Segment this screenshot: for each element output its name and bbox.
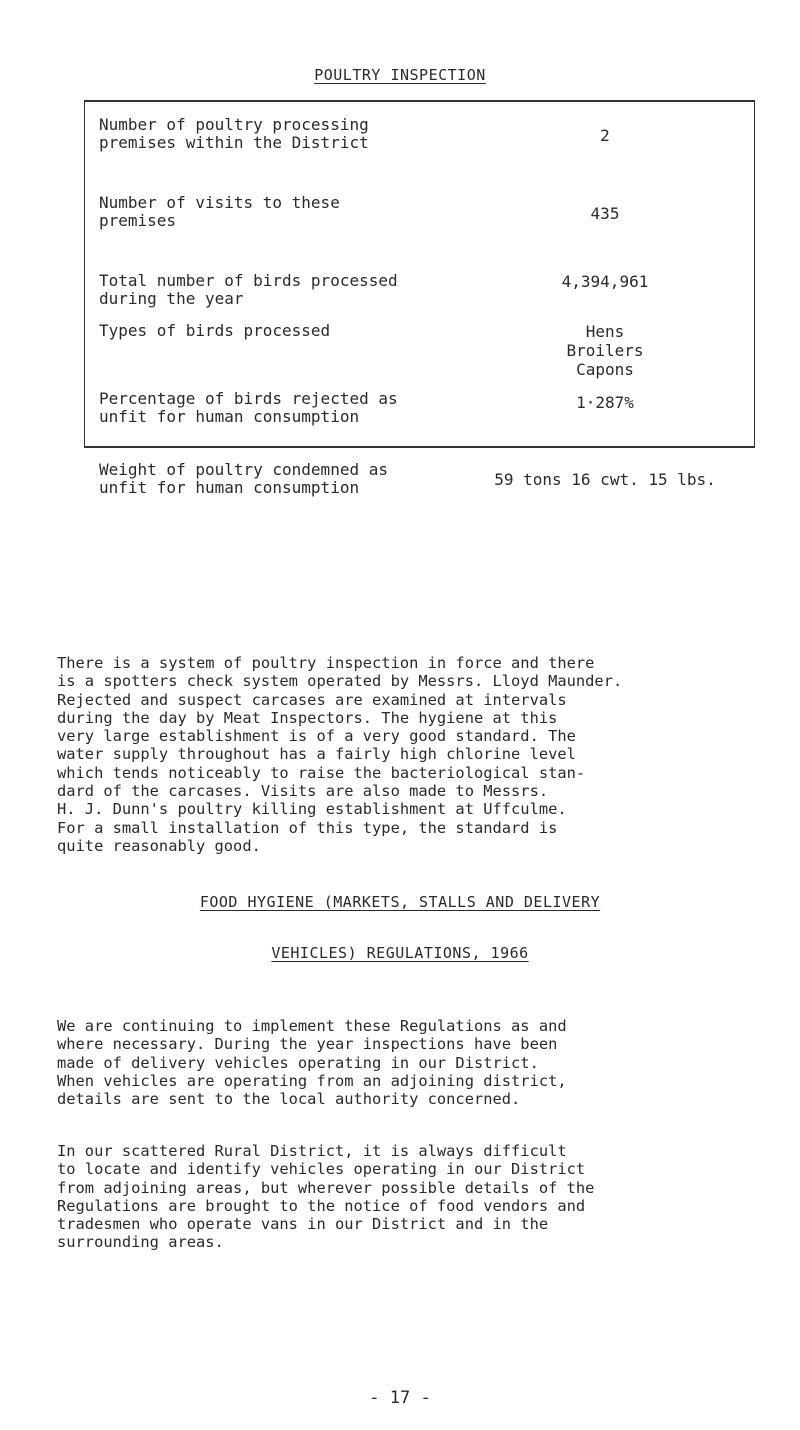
page-number: - 17 - — [369, 1388, 431, 1408]
row-label: Percentage of birds rejected as unfit for human consumption — [99, 389, 398, 426]
section-heading-line-2: VEHICLES) REGULATIONS, 1966 — [271, 944, 529, 962]
page-title: POULTRY INSPECTION — [314, 66, 486, 84]
inspection-paragraph: There is a system of poultry inspection in force and there is a spotters check system operated by Messrs. Lloyd Maunder. Rejected and suspect carcases are examined at intervals during the day by Meat Inspectors. The hygiene at this very large establishment is of a very good standard. The water supply throughout has a fairly high chlorine level which tends noticeably to raise the bacteriological stan- dard of the carcases. Visits are also made to Messrs. H. J. Dunn's poultry killing establishment at Uffculme. For a small installation of this type, the standard is quite reasonably good. — [57, 654, 623, 855]
row-value: 435 — [590, 204, 620, 223]
row-value: 2 — [600, 126, 610, 145]
row-label: Number of visits to these premises — [99, 193, 340, 230]
row-value: 1·287% — [576, 393, 634, 412]
rural-district-paragraph: In our scattered Rural District, it is always difficult to locate and identify vehicles operating in our District from adjoining areas, but wherever possible details of the Regulations are brought to the notice of food vendors and tradesmen who operate vans in our District and in the surrounding areas. — [57, 1142, 595, 1252]
section-heading-line-1: FOOD HYGIENE (MARKETS, STALLS AND DELIVERY — [199, 893, 601, 911]
row-label: Types of birds processed — [99, 321, 331, 340]
row-value: 4,394,961 — [561, 272, 649, 291]
row-value: 59 tons 16 cwt. 15 lbs. — [494, 470, 716, 489]
row-label: Total number of birds processed during the year — [99, 271, 398, 308]
row-label: Weight of poultry condemned as unfit for human consumption — [99, 460, 388, 497]
regulations-paragraph: We are continuing to implement these Regulations as and where necessary. During the year inspections have been made of delivery vehicles operating in our District. When vehicles are operating from an adjoining district, details are sent to the local authority concerned. — [57, 1017, 567, 1109]
row-value: Hens Broilers Capons — [566, 322, 644, 379]
row-label: Number of poultry processing premises within the District — [99, 115, 369, 152]
poultry-statistics-table — [84, 100, 755, 497]
